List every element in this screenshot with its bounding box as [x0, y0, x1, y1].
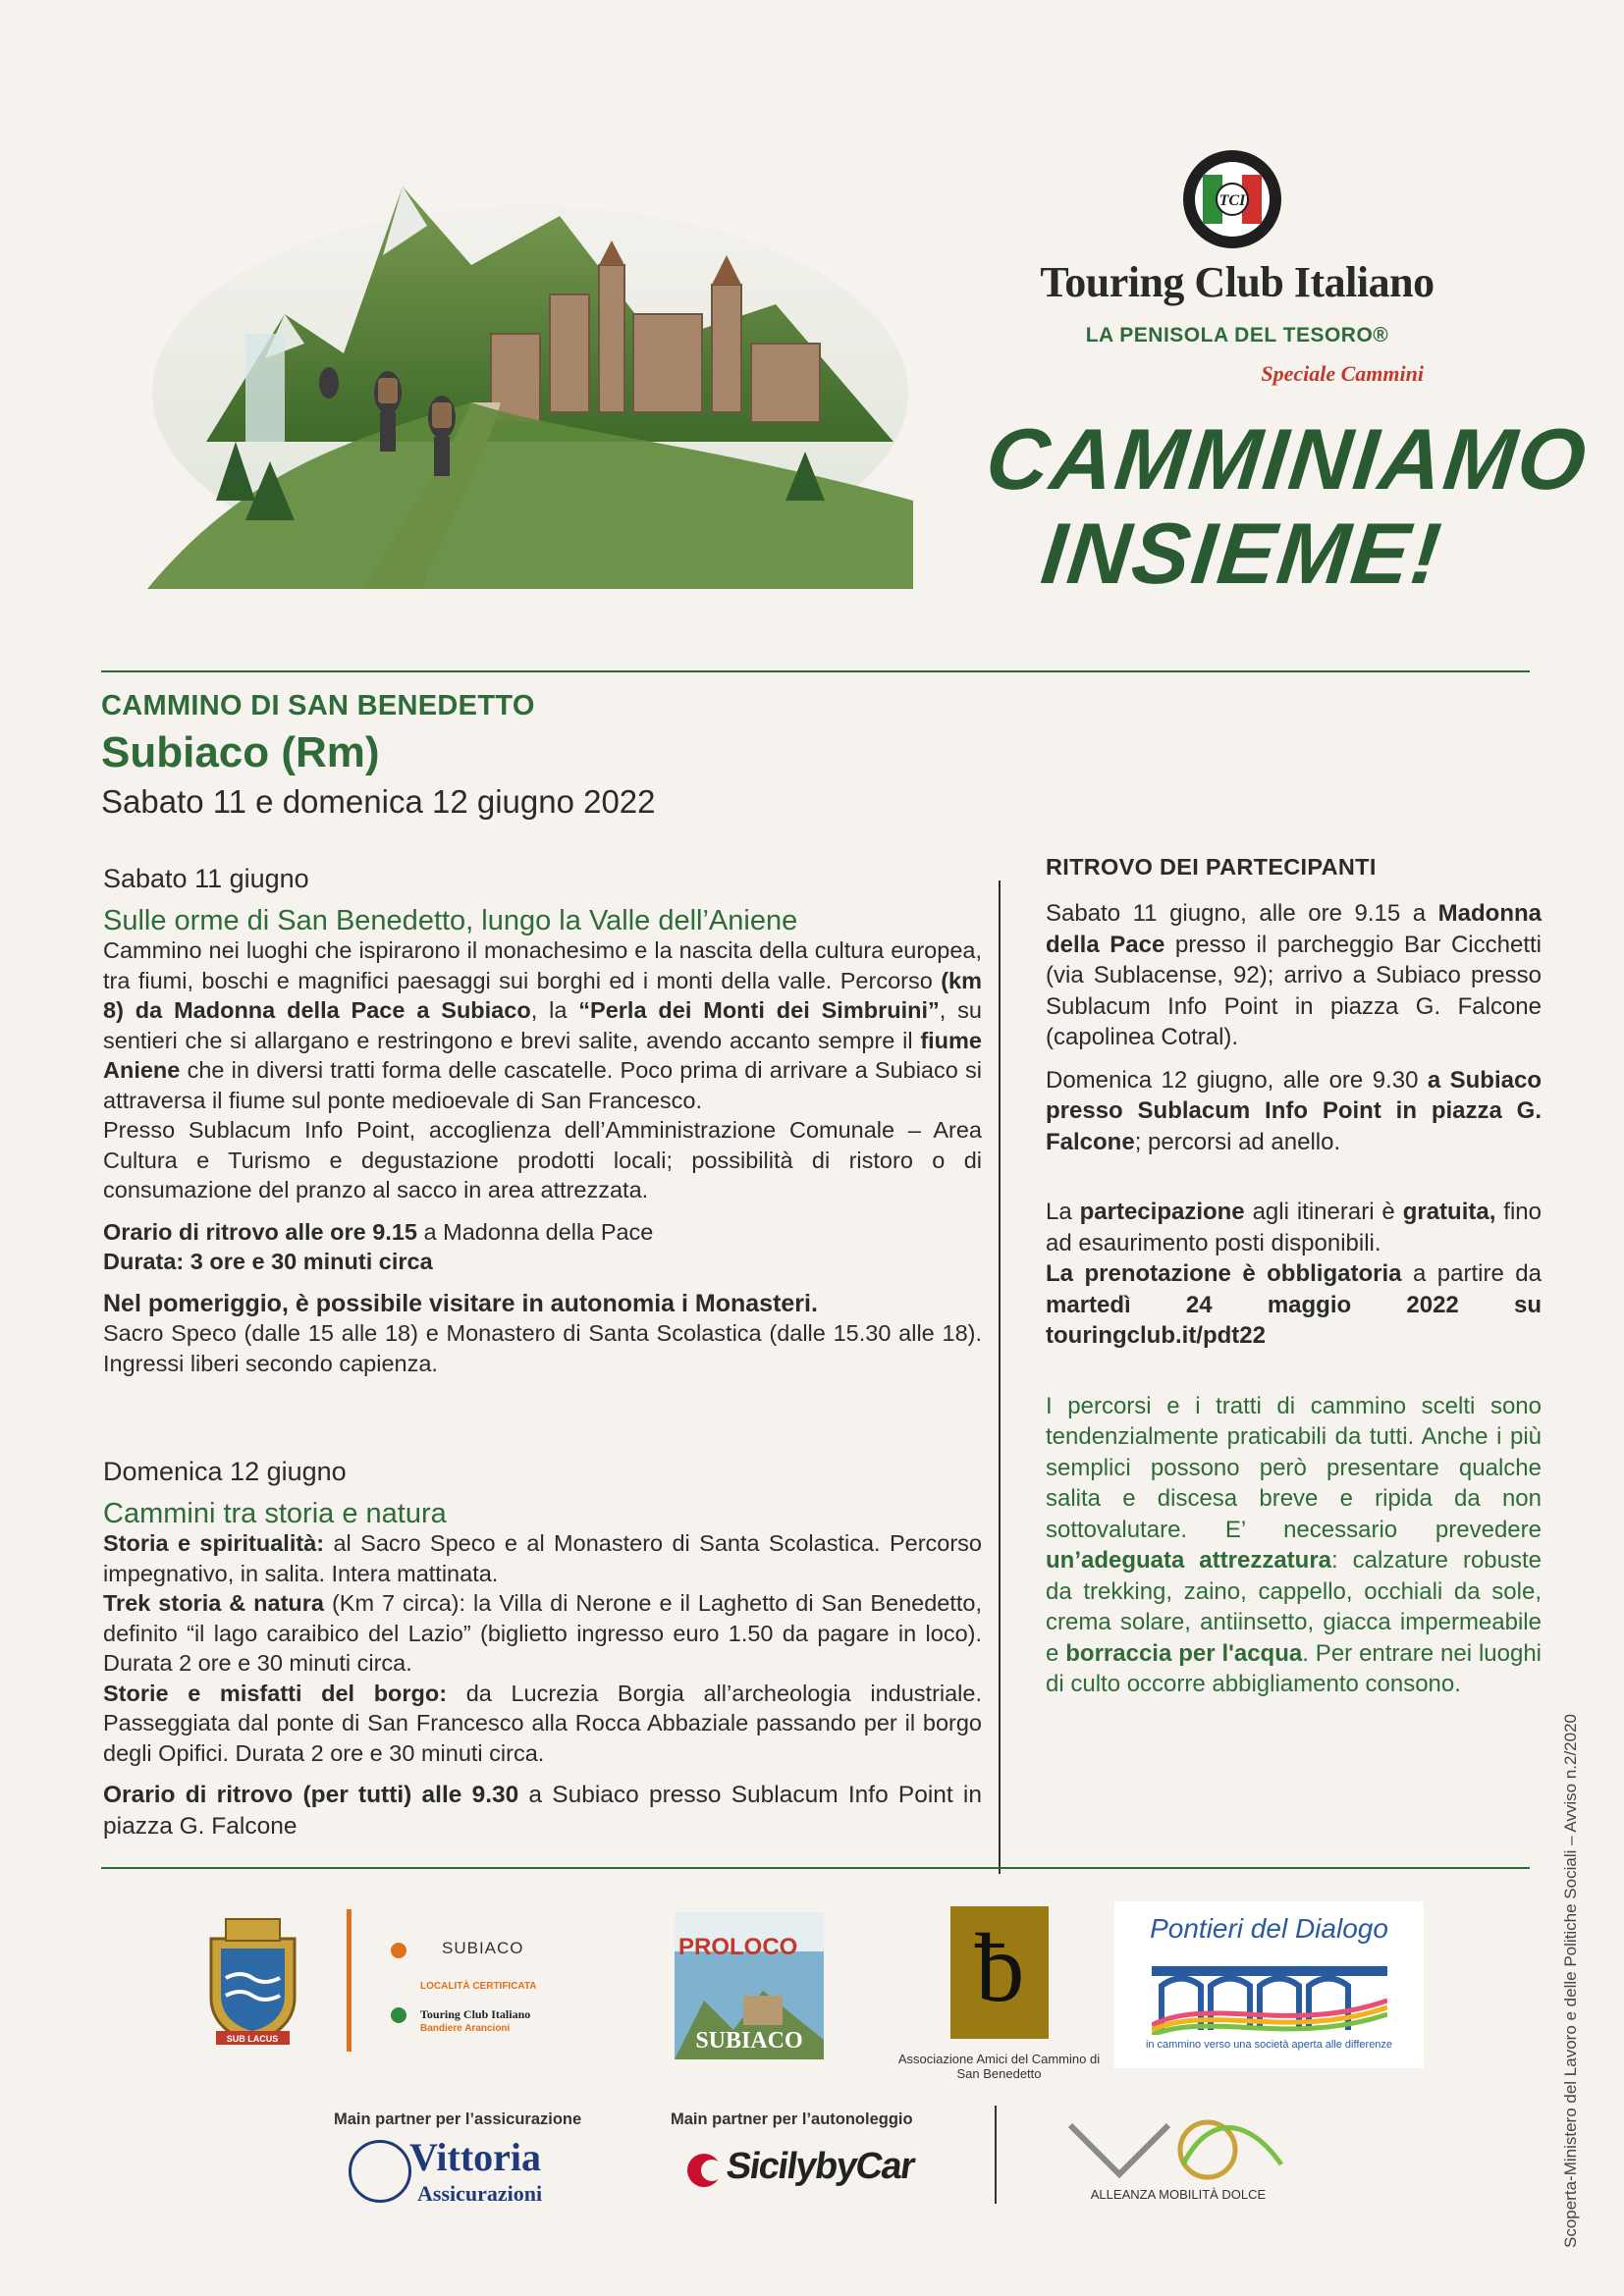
subiaco-tci: Touring Club Italiano [420, 2007, 531, 2021]
route-borgo: Storie e misfatti del borgo: da Lucrezia Borgia all’archeologia industriale. Passeggiata dal ponte di San Francesco alla Rocca Abbaziale passando per il borgo degli Opifici. Durata 2 ore e 30 minuti circa. [103, 1680, 983, 1766]
meeting-saturday: Sabato 11 giugno, alle ore 9.15 a Madonna della Pace presso il parcheggio Bar Cicchetti (via Sublacense, 92); arrivo a Subiaco presso Sublacum Info Point in piazza G. Falcone (capolinea Cotral). [1046, 900, 1542, 1050]
pontieri-title: Pontieri del Dialogo [1150, 1913, 1388, 1944]
saturday-section [103, 864, 982, 1378]
saturday-duration: Durata: 3 ore e 30 minuti circa [103, 1249, 433, 1274]
pontieri-logo [1114, 1901, 1424, 2068]
slogan [972, 410, 1593, 602]
series-title: LA PENISOLA DEL TESORO® [1085, 324, 1389, 347]
tci-emblem-text: TCI [1218, 192, 1246, 209]
tau-b-icon: ƀ [975, 1913, 1024, 2022]
hiking-landscape-illustration [147, 147, 913, 589]
sunday-title: Cammini tra storia e natura [103, 1497, 447, 1529]
vittoria-seal-icon [349, 2140, 411, 2203]
subiaco-flags: Bandiere Arancioni [420, 2023, 511, 2034]
booking-info: La prenotazione è obbligatoria a partire da martedì 24 maggio 2022 su touringclub.it/pdt22 [1046, 1260, 1542, 1349]
sunday-meeting-time: Orario di ritrovo (per tutti) alle 9.30 a Subiaco presso Sublacum Info Point in piazza G. Falcone [103, 1782, 982, 1840]
coat-motto: SUB LACUS [226, 2034, 279, 2044]
tci-emblem-logo [1178, 145, 1286, 253]
afternoon-title: Nel pomeriggio, è possibile visitare in autonomia i Monasteri. [103, 1289, 818, 1317]
meeting-sunday: Domenica 12 giugno, alle ore 9.30 a Subiaco presso Sublacum Info Point in piazza G. Falcone; percorsi ad anello. [1046, 1066, 1542, 1155]
route-trek: Trek storia & natura (Km 7 circa): la Villa di Nerone e il Laghetto di San Benedetto, definito “il lago caraibico del Lazio” (biglietto ingresso euro 1.50 da pagare in loco). Durata 2 ore e 30 minuti circa. [103, 1590, 983, 1676]
brand-name: Touring Club Italiano [1040, 258, 1435, 306]
rental-partner-label: Main partner per l’autonoleggio [671, 2110, 913, 2128]
route-spirituality: Storia e spiritualità: al Sacro Speco e al Monastero di Santa Scolastica. Percorso impegnativo, in salita. Intera mattinata. [103, 1530, 982, 1586]
walk-name: CAMMINO DI SAN BENEDETTO [101, 690, 535, 721]
subiaco-logo-name: SUBIACO [442, 1939, 524, 1957]
participation-free: La partecipazione agli itinerari è gratuita, fino ad esaurimento posti disponibili. [1046, 1199, 1542, 1256]
meeting-section [1046, 898, 1542, 1700]
meeting-heading: RITROVO DEI PARTECIPANTI [1046, 854, 1377, 880]
tci-small-icon [391, 2007, 406, 2023]
sicilybycar-logo [687, 2146, 923, 2205]
saturday-day: Sabato 11 giugno [103, 864, 309, 893]
bridge-icon [1152, 1956, 1387, 2035]
proloco-town: SUBIACO [695, 2028, 803, 2054]
afternoon-text: Sacro Speco (dalle 15 alle 18) e Monastero di Santa Scolastica (dalle 15.30 alle 18). Ingressi liberi secondo capienza. [103, 1320, 982, 1376]
event-dates: Sabato 11 e domenica 12 giugno 2022 [101, 783, 656, 820]
slogan-line-2: INSIEME! [1037, 505, 1447, 602]
saturday-title: Sulle orme di San Benedetto, lungo la Valle dell’Aniene [103, 904, 798, 936]
sicilybycar-name: SicilybyCar [724, 2146, 917, 2187]
proloco-logo [675, 1912, 824, 2059]
slogan-line-1: CAMMINIAMO [981, 410, 1593, 507]
vittoria-name: Vittoria [409, 2135, 542, 2179]
top-divider [101, 670, 1530, 672]
funding-note: Scoperta-Ministero del Lavoro e delle Politiche Sociali – Avviso n.2/2020 [1561, 1714, 1580, 2248]
alliance-name: ALLEANZA MOBILITÀ DOLCE [1090, 2187, 1267, 2202]
orange-flag-icon [391, 1943, 406, 1958]
vittoria-logo [349, 2135, 594, 2212]
column-divider [999, 881, 1001, 1874]
event-place: Subiaco (Rm) [101, 728, 380, 776]
sunday-section [103, 1457, 982, 1842]
insurance-partner-label: Main partner per l’assicurazione [334, 2110, 582, 2128]
vittoria-sub: Assicurazioni [417, 2181, 543, 2206]
sunday-day: Domenica 12 giugno [103, 1457, 347, 1486]
subiaco-logo-bar [347, 1909, 352, 2052]
mobilita-dolce-logo [1060, 2110, 1296, 2204]
saturday-description: Cammino nei luoghi che ispirarono il monachesimo e la nascita della cultura europea, tra fiumi, boschi e magnifici paesaggi sui borghi ed i monti della valle. Percorso (km 8) da Madonna della Pace a Subiaco, la “Perla dei Monti dei Simbruini”, su sentieri che si allargano e restringono e brevi salite, avendo accanto sempre il fiume Aniene che in diversi tratti forma delle cascatelle. Poco prima di arrivare a Subiaco si attraversa il fiume sul ponte medioevale di San Francesco. [103, 937, 982, 1113]
subiaco-certified: LOCALITÀ CERTIFICATA [420, 1981, 537, 1992]
series-subtitle: Speciale Cammini [1261, 361, 1424, 386]
bottom-divider [101, 1867, 1530, 1869]
subiaco-certified-logo [363, 1909, 545, 2052]
subiaco-coat-of-arms [196, 1909, 309, 2047]
partner-divider [995, 2106, 997, 2204]
assoc-label: Associazione Amici del Cammino di San Benedetto [897, 2052, 1101, 2081]
equipment-note: I percorsi e i tratti di cammino scelti sono tendenzialmente praticabili da tutti. Anche i più semplici possono però presentare qualche salita e discesa breve e ripida da non sottovalutare. E’ necessario prevedere un’adeguata attrezzatura: calzature robuste da trekking, zaino, cappello, occhiali da sole, crema solare, antiinsetto, giacca impermeabile e borraccia per l'acqua. Per entrare nei luoghi di culto occorre abbigliamento consono. [1046, 1392, 1543, 1697]
saturday-welcome: Presso Sublacum Info Point, accoglienza dell’Amministrazione Comunale – Area Cultura e Turismo e degustazione prodotti locali; possibilità di ristoro o di consumazione del pranzo al sacco in area attrezzata. [103, 1117, 982, 1202]
san-benedetto-logo [950, 1906, 1049, 2039]
pontieri-sub: in cammino verso una società aperta alle differenze [1145, 2039, 1393, 2051]
saturday-meeting-time: Orario di ritrovo alle ore 9.15 a Madonna della Pace [103, 1218, 654, 1245]
proloco-title: PROLOCO [678, 1934, 798, 1960]
